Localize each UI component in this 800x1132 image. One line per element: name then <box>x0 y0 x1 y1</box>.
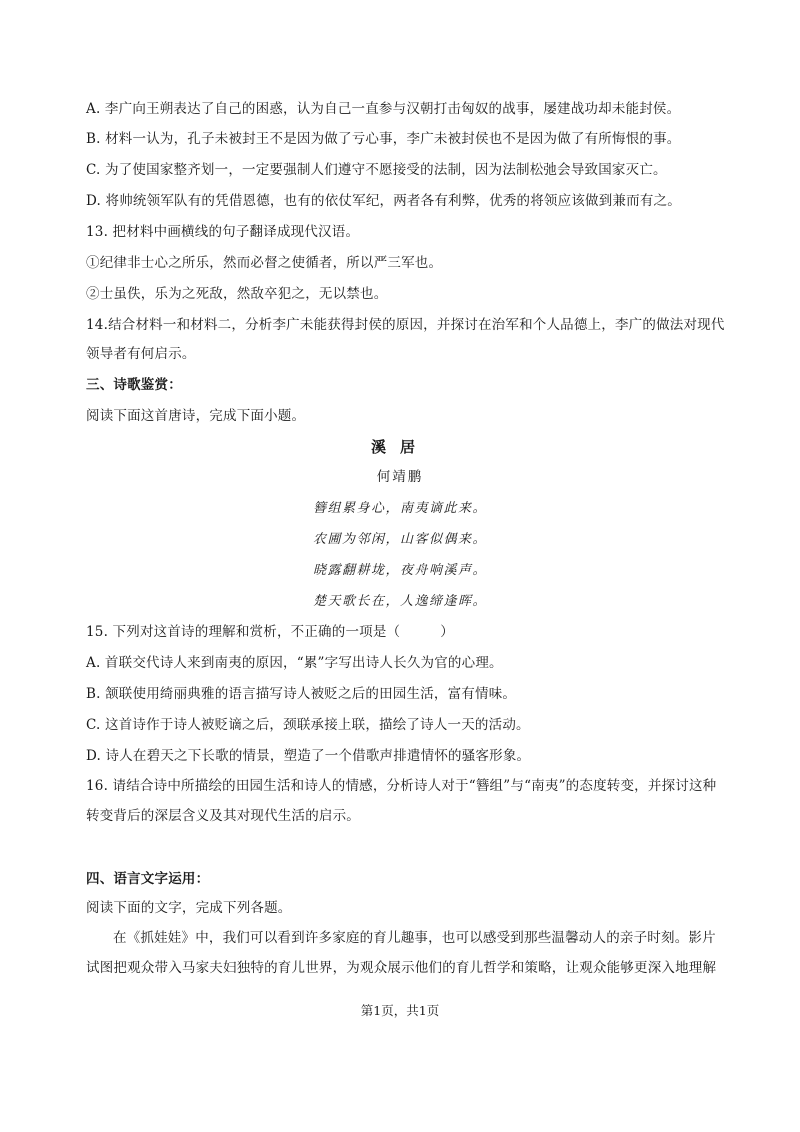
section-4-paragraph-line-2: 试图把观众带入马家夫妇独特的育儿世界，为观众展示他们的育儿哲学和策略，让观众能够更深入地理解 <box>86 960 717 976</box>
q12-option-c: C. 为了使国家整齐划一，一定要强制人们遵守不愿接受的法制，因为法制松弛会导致国家灭亡。 <box>86 162 667 178</box>
q15-prompt-text: 15. 下列对这首诗的理解和赏析，不正确的一项是（ <box>86 624 401 640</box>
q12-option-a: A. 李广向王朔表达了自己的困惑，认为自己一直参与汉朝打击匈奴的战事，屡建战功却未能封侯。 <box>86 101 681 117</box>
section-4-paragraph-line-1: 在《抓娃娃》中，我们可以看到许多家庭的育儿趣事，也可以感受到那些温馨动人的亲子时刻。影片 <box>113 930 716 946</box>
poem-title: 溪居 <box>370 438 429 456</box>
q15-option-a: A. 首联交代诗人来到南夷的原因，“累”字写出诗人长久为官的心理。 <box>86 655 503 671</box>
section-3-heading: 三、诗歌鉴赏： <box>86 377 182 393</box>
q12-option-b: B. 材料一认为，孔子未被封王不是因为做了亏心事，李广未被封侯也不是因为做了有所悔恨的事。 <box>86 131 681 147</box>
poem-line: 农圃为邻闲，山客似偶来。 <box>312 532 487 547</box>
q12-option-d: D. 将帅统领军队有的凭借恩德，也有的依仗军纪，两者各有利弊，优秀的将领应该做到兼而有之。 <box>86 193 681 209</box>
q16-prompt-line-2: 转变背后的深层含义及其对现代生活的启示。 <box>86 808 360 824</box>
q13-sentence-1: ①纪律非士心之所乐，然而必督之使循者，所以严三军也。 <box>86 255 443 271</box>
q15-option-b: B. 颔联使用绮丽典雅的语言描写诗人被贬之后的田园生活，富有情味。 <box>86 686 517 702</box>
q15-prompt <box>86 623 454 641</box>
section-3-intro: 阅读下面这首唐诗，完成下面小题。 <box>86 408 306 424</box>
section-4-heading: 四、语言文字运用： <box>86 871 210 887</box>
poem-line: 簪组累身心，南夷谪此来。 <box>312 501 487 516</box>
q14-prompt-line-1: 14.结合材料一和材料二，分析李广未能获得封侯的原因，并探讨在治军和个人品德上，李广的做法对现代 <box>86 317 725 333</box>
q16-prompt-line-1: 16. 请结合诗中所描绘的田园生活和诗人的情感，分析诗人对于“簪组”与“南夷”的态度转变，并探讨这种 <box>86 778 717 794</box>
q13-sentence-2: ②士虽佚，乐为之死敌，然敌卒犯之，无以禁也。 <box>86 286 388 302</box>
poem-author: 何靖鹏 <box>376 469 424 485</box>
q15-prompt-close: ） <box>440 624 454 640</box>
page-number: 第1页，共1页 <box>360 1003 440 1018</box>
poem-line: 楚天歌长在，人逸缔逢晖。 <box>312 594 487 609</box>
q13-prompt: 13. 把材料中画横线的句子翻译成现代汉语。 <box>86 224 360 240</box>
q15-option-c: C. 这首诗作于诗人被贬谪之后，颈联承接上联，描绘了诗人一天的活动。 <box>86 717 530 733</box>
poem-line: 晓露翻耕垅，夜舟响溪声。 <box>312 563 487 578</box>
section-4-intro: 阅读下面的文字，完成下列各题。 <box>86 900 292 916</box>
q15-option-d: D. 诗人在碧天之下长歌的情景，塑造了一个借歌声排遣情怀的骚客形象。 <box>86 748 531 764</box>
q14-prompt-line-2: 领导者有何启示。 <box>86 346 196 362</box>
